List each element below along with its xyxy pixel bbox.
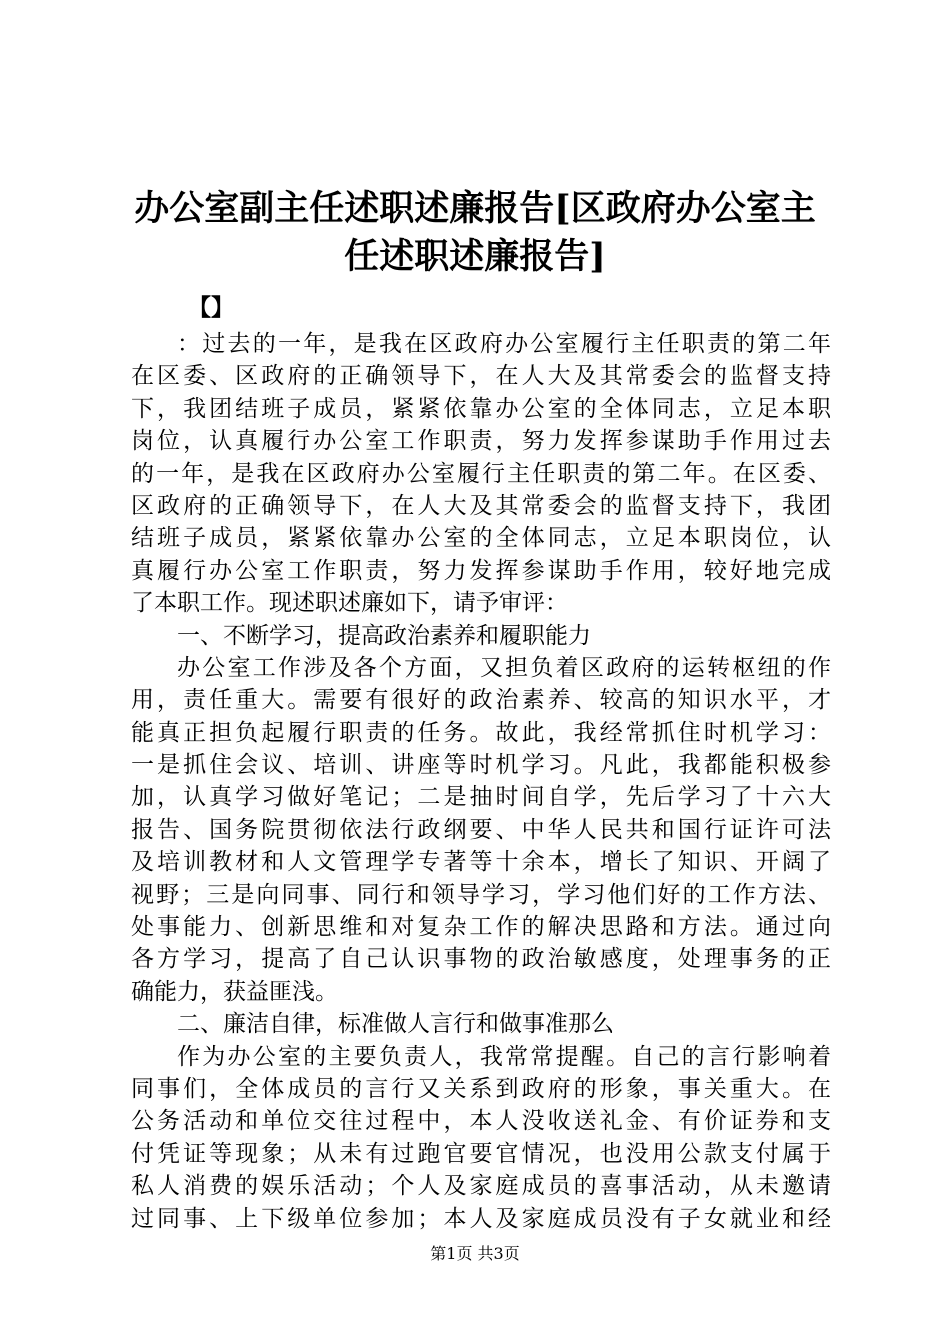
body-line: 确能力，获益匪浅。 — [131, 978, 338, 1005]
body-line: 同事们，全体成员的言行又关系到政府的形象，事关重大。在 — [131, 1075, 831, 1102]
body-line: ：过去的一年，是我在区政府办公室履行主任职责的第二年 — [177, 331, 831, 357]
body-line: 真履行办公室工作职责，努力发挥参谋助手作用，较好地完成 — [131, 557, 831, 584]
document-body — [131, 328, 831, 1235]
body-line: 在区委、区政府的正确领导下，在人大及其常委会的监督支持 — [131, 363, 831, 390]
body-line: 了本职工作。现述职述廉如下，请予审评： — [131, 590, 568, 617]
body-line: 岗位，认真履行办公室工作职责，努力发挥参谋助手作用过去 — [131, 428, 831, 455]
body-line: 公务活动和单位交往过程中，本人没收送礼金、有价证券和支 — [131, 1108, 831, 1135]
body-line: 私人消费的娱乐活动；个人及家庭成员的喜事活动，从未邀请 — [131, 1173, 831, 1200]
document-title-line-1: 办公室副主任述职述廉报告[区政府办公室主 — [134, 188, 816, 229]
body-line: 加，认真学习做好笔记；二是抽时间自学，先后学习了十六大 — [131, 784, 831, 811]
body-line: 过同事、上下级单位参加；本人及家庭成员没有子女就业和经 — [131, 1205, 831, 1232]
body-line: 作为办公室的主要负责人，我常常提醒。自己的言行影响着 — [177, 1043, 831, 1070]
body-line: 及培训教材和人文管理学专著等十余本，增长了知识、开阔了 — [131, 849, 831, 876]
document-title-line-2: 任述职述廉报告] — [344, 236, 606, 277]
section-heading: 一、不断学习，提高政治素养和履职能力 — [177, 622, 591, 649]
body-line: 能真正担负起履行职责的任务。故此，我经常抓住时机学习： — [131, 719, 831, 746]
body-line: 报告、国务院贯彻依法行政纲要、中华人民共和国行证许可法 — [131, 816, 831, 843]
body-line: 付凭证等现象；从未有过跑官要官情况，也没用公款支付属于 — [131, 1140, 831, 1167]
page-number-footer: 第1页 共3页 — [430, 1244, 520, 1263]
body-line: 下，我团结班子成员，紧紧依靠办公室的全体同志，立足本职 — [131, 395, 831, 422]
body-line: 各方学习，提高了自己认识事物的政治敏感度，处理事务的正 — [131, 946, 831, 973]
body-line: 结班子成员，紧紧依靠办公室的全体同志，立足本职岗位，认 — [131, 525, 831, 552]
body-line: 用，责任重大。需要有很好的政治素养、较高的知识水平，才 — [131, 687, 831, 714]
body-line: 区政府的正确领导下，在人大及其常委会的监督支持下，我团 — [131, 492, 831, 519]
body-line: 的一年，是我在区政府办公室履行主任职责的第二年。在区委、 — [131, 460, 831, 487]
body-line: 办公室工作涉及各个方面，又担负着区政府的运转枢纽的作 — [177, 654, 831, 681]
body-line: 一是抓住会议、培训、讲座等时机学习。凡此，我都能积极参 — [131, 752, 831, 779]
body-line: 处事能力、创新思维和对复杂工作的解决思路和方法。通过向 — [131, 914, 831, 941]
section-heading: 二、廉洁自律，标准做人言行和做事准那么 — [177, 1011, 614, 1038]
body-line: 视野；三是向同事、同行和领导学习，学习他们好的工作方法、 — [131, 881, 831, 908]
bracket-marker: 【】 — [188, 294, 234, 321]
